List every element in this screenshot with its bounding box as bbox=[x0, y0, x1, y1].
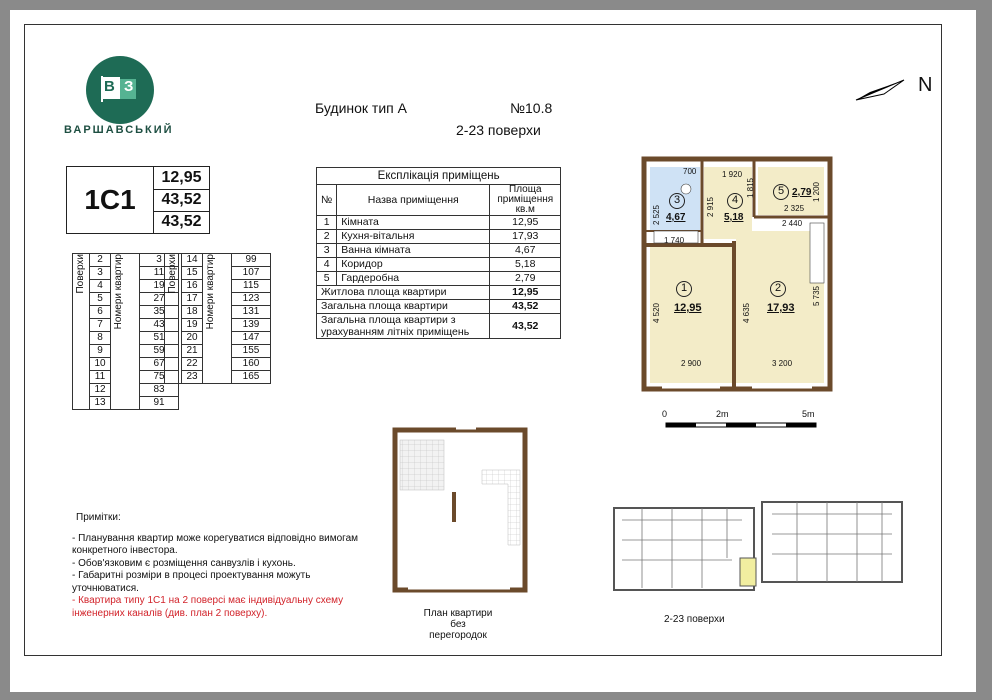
dim-2325: 2 325 bbox=[784, 204, 805, 213]
floor-number: 16 bbox=[182, 280, 203, 293]
floors-label-text: Поверхи bbox=[75, 254, 86, 294]
apartment-type: 1С1 bbox=[67, 167, 154, 233]
apartment-number: 75 bbox=[140, 371, 179, 384]
floor-number: 3 bbox=[90, 267, 111, 280]
explication-row bbox=[317, 258, 561, 272]
dim-5735: 5 735 bbox=[812, 286, 821, 307]
apartment-type-box bbox=[66, 166, 210, 234]
explication-total-row bbox=[317, 300, 561, 314]
floor-number: 20 bbox=[182, 332, 203, 345]
dim-700: 700 bbox=[683, 167, 697, 176]
total-value: 43,52 bbox=[490, 314, 561, 339]
apartment-number: 131 bbox=[232, 306, 271, 319]
floor-number: 2 bbox=[90, 254, 111, 267]
floor-number: 14 bbox=[182, 254, 203, 267]
apartment-number: 123 bbox=[232, 293, 271, 306]
apartment-number: 99 bbox=[232, 254, 271, 267]
floor-number: 7 bbox=[90, 319, 111, 332]
apartment-number: 19 bbox=[140, 280, 179, 293]
dim-1815: 1 815 bbox=[746, 178, 755, 199]
apartments-label-text: Номери квартир bbox=[205, 254, 216, 330]
apartment-number: 160 bbox=[232, 358, 271, 371]
apartment-number: 155 bbox=[232, 345, 271, 358]
room-5-area: 2,79 bbox=[792, 187, 812, 198]
dim-4520: 4 520 bbox=[652, 303, 661, 324]
floors-table-right bbox=[164, 253, 271, 384]
north-label: N bbox=[918, 74, 933, 96]
apartment-number: 59 bbox=[140, 345, 179, 358]
apartment-number: 43 bbox=[140, 319, 179, 332]
scale-0: 0 bbox=[662, 409, 668, 419]
apartment-number: 11 bbox=[140, 267, 179, 280]
floors-label bbox=[165, 254, 182, 384]
note-3: - Габаритні розміри в процесі проектування можуть уточнюватися. bbox=[72, 570, 311, 594]
explication-name: Кімната bbox=[337, 216, 490, 230]
floor-number: 5 bbox=[90, 293, 111, 306]
apartment-number: 115 bbox=[232, 280, 271, 293]
floors-label bbox=[73, 254, 90, 410]
apartment-number: 51 bbox=[140, 332, 179, 345]
dim-2440: 2 440 bbox=[782, 219, 803, 228]
apartment-number: 107 bbox=[232, 267, 271, 280]
col-name-header: Назва приміщення bbox=[337, 185, 490, 216]
floors-range: 2-23 поверхи bbox=[456, 122, 541, 138]
explication-no: 4 bbox=[317, 258, 337, 272]
dim-2900: 2 900 bbox=[681, 359, 702, 368]
dim-2525: 2 525 bbox=[652, 205, 661, 226]
floor-number: 15 bbox=[182, 267, 203, 280]
floor-number: 8 bbox=[90, 332, 111, 345]
floor-number: 13 bbox=[90, 397, 111, 410]
room-2-number: 2 bbox=[770, 281, 786, 297]
explication-name: Кухня-вітальня bbox=[337, 230, 490, 244]
floors-right-row bbox=[165, 254, 271, 267]
dim-1920: 1 920 bbox=[722, 170, 743, 179]
logo-letter-z: З bbox=[124, 78, 134, 95]
explication-area: 2,79 bbox=[490, 272, 561, 286]
apartment-number: 3 bbox=[140, 254, 179, 267]
room-3-area: 4,67 bbox=[666, 212, 686, 223]
total-label: Житлова площа квартири bbox=[317, 286, 490, 300]
explication-row bbox=[317, 272, 561, 286]
apartment-number: 27 bbox=[140, 293, 179, 306]
floor-number: 9 bbox=[90, 345, 111, 358]
apartment-number: 35 bbox=[140, 306, 179, 319]
apartment-number: 139 bbox=[232, 319, 271, 332]
logo-letter-v: В bbox=[104, 78, 115, 95]
apartment-number: 91 bbox=[140, 397, 179, 410]
room-5-number: 5 bbox=[773, 184, 789, 200]
floor-plan-drawing bbox=[612, 500, 912, 594]
room-1-area: 12,95 bbox=[674, 302, 702, 314]
logo-emblem bbox=[86, 56, 154, 124]
section-number: №10.8 bbox=[510, 100, 553, 116]
note-red: - Квартира типу 1С1 на 2 поверсі має індивідуальну схему інженерних каналів (див. план 2 поверху). bbox=[72, 595, 344, 619]
room-4-area: 5,18 bbox=[724, 212, 744, 223]
notes-title: Примітки: bbox=[76, 512, 121, 523]
apartments-label-text: Номери квартир bbox=[113, 254, 124, 330]
explication-name: Гардеробна bbox=[337, 272, 490, 286]
scale-5m: 5m bbox=[802, 409, 815, 419]
room-2-area: 17,93 bbox=[767, 302, 795, 314]
total-label: Загальна площа квартири bbox=[317, 300, 490, 314]
explication-total-row bbox=[317, 314, 561, 339]
scale-2m: 2m bbox=[716, 409, 729, 419]
dim-2915: 2 915 bbox=[706, 197, 715, 218]
explication-row bbox=[317, 244, 561, 258]
scale-bar bbox=[664, 418, 824, 430]
explication-no: 2 bbox=[317, 230, 337, 244]
dim-4635: 4 635 bbox=[742, 303, 751, 324]
apartment-number: 67 bbox=[140, 358, 179, 371]
dim-3200: 3 200 bbox=[772, 359, 793, 368]
explication-total-row bbox=[317, 286, 561, 300]
floors-label-text: Поверхи bbox=[167, 254, 178, 294]
floor-number: 11 bbox=[90, 371, 111, 384]
building-type: Будинок тип А bbox=[315, 100, 407, 116]
north-arrow-icon bbox=[854, 76, 910, 102]
open-plan-drawing bbox=[390, 420, 535, 598]
room-1-number: 1 bbox=[676, 281, 692, 297]
dim-1740: 1 740 bbox=[664, 236, 685, 245]
floor-plan-caption: 2-23 поверхи bbox=[664, 614, 725, 625]
apartment-number: 83 bbox=[140, 384, 179, 397]
col-area-header: Площа приміщення кв.м bbox=[490, 185, 561, 216]
floor-number: 18 bbox=[182, 306, 203, 319]
floor-number: 19 bbox=[182, 319, 203, 332]
room-3-number: 3 bbox=[669, 193, 685, 209]
apartments-label bbox=[111, 254, 140, 410]
explication-no: 5 bbox=[317, 272, 337, 286]
room-4-number: 4 bbox=[727, 193, 743, 209]
total-label: Загальна площа квартири з урахуванням літніх приміщень bbox=[317, 314, 490, 339]
living-area-value: 12,95 bbox=[154, 167, 209, 190]
open-plan-caption: План квартири без перегородок bbox=[423, 608, 493, 641]
floor-number: 21 bbox=[182, 345, 203, 358]
explication-title: Експлікація приміщень bbox=[317, 168, 561, 185]
explication-name: Ванна кімната bbox=[337, 244, 490, 258]
total-value: 12,95 bbox=[490, 286, 561, 300]
floor-number: 4 bbox=[90, 280, 111, 293]
floor-number: 17 bbox=[182, 293, 203, 306]
explication-table bbox=[316, 167, 561, 339]
apartments-label bbox=[203, 254, 232, 384]
floor-number: 12 bbox=[90, 384, 111, 397]
explication-no: 1 bbox=[317, 216, 337, 230]
total-area-value: 43,52 bbox=[154, 189, 209, 212]
floor-number: 23 bbox=[182, 371, 203, 384]
explication-name: Коридор bbox=[337, 258, 490, 272]
col-no-header: № bbox=[317, 185, 337, 216]
note-2: - Обов'язковим є розміщення санвузлів і кухонь. bbox=[72, 557, 296, 569]
apartment-number: 147 bbox=[232, 332, 271, 345]
explication-area: 4,67 bbox=[490, 244, 561, 258]
floor-number: 6 bbox=[90, 306, 111, 319]
apartment-number: 165 bbox=[232, 371, 271, 384]
explication-area: 5,18 bbox=[490, 258, 561, 272]
floor-number: 22 bbox=[182, 358, 203, 371]
notes-block bbox=[72, 512, 372, 620]
explication-area: 12,95 bbox=[490, 216, 561, 230]
total-area-summer-value: 43,52 bbox=[161, 213, 202, 230]
logo-name: ВАРШАВСЬКИЙ bbox=[64, 124, 174, 136]
total-value: 43,52 bbox=[490, 300, 561, 314]
explication-row bbox=[317, 216, 561, 230]
floors-table-left bbox=[72, 253, 179, 410]
floor-number: 10 bbox=[90, 358, 111, 371]
explication-no: 3 bbox=[317, 244, 337, 258]
dim-1200: 1 200 bbox=[812, 182, 821, 203]
explication-row bbox=[317, 230, 561, 244]
explication-area: 17,93 bbox=[490, 230, 561, 244]
note-1: - Планування квартир може корегуватися відповідно вимогам конкретного інвестора. bbox=[72, 532, 359, 556]
floors-left-row bbox=[73, 254, 179, 267]
